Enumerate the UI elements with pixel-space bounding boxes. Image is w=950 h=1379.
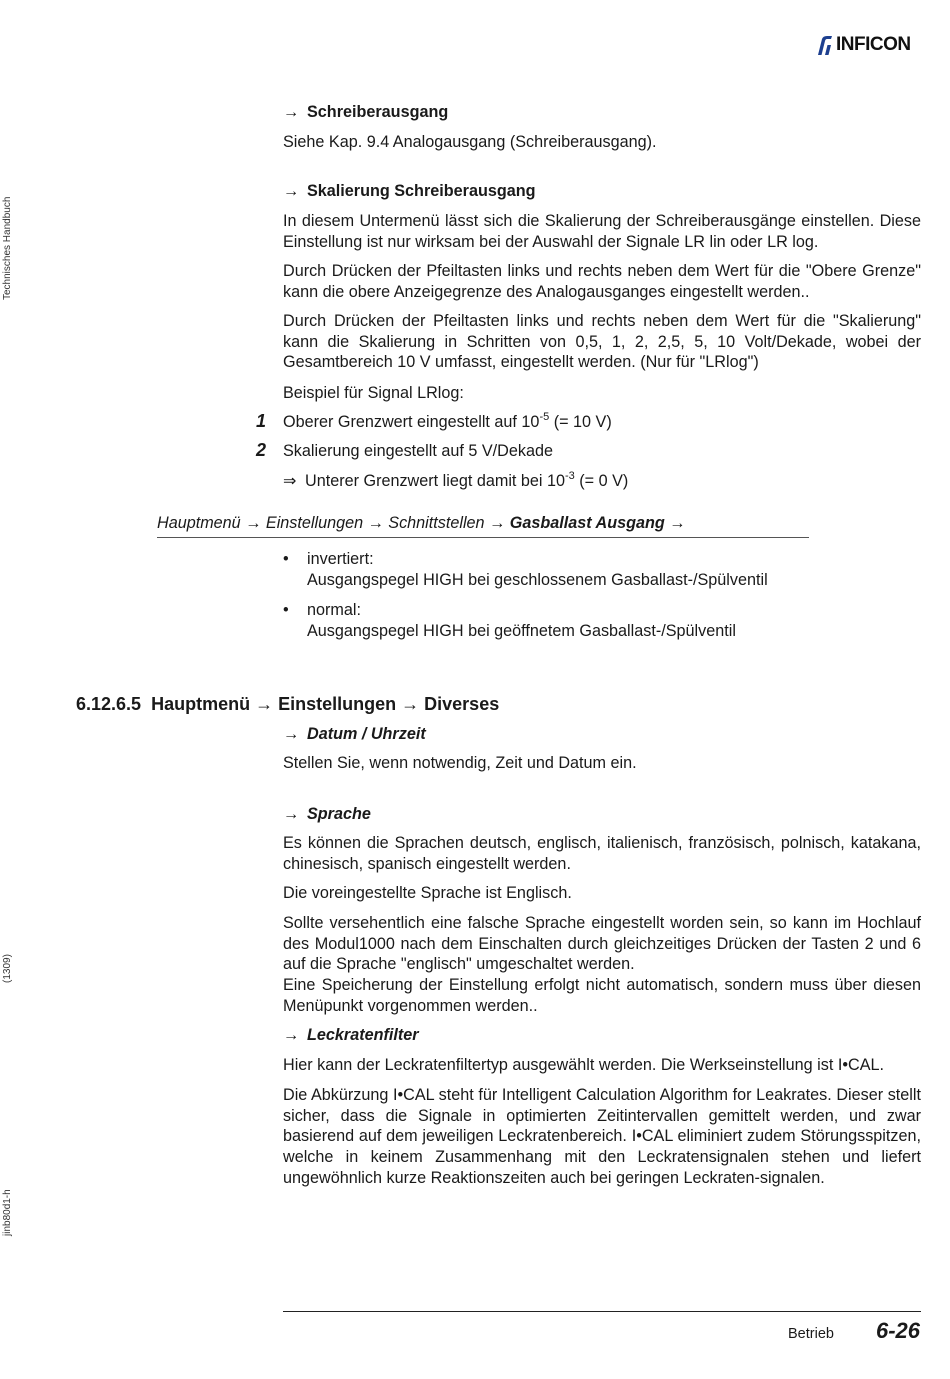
paragraph: In diesem Untermenü lässt sich die Skalierung der Schreiberausgänge einstellen. Diese Einstellung ist nur wirksam bei der Auswahl der Signale LR lin oder LR log. [283, 212, 921, 251]
sidebar-revision: (1309) [2, 954, 13, 983]
bullet-icon: • [283, 601, 289, 619]
paragraph: Die Abkürzung I•CAL steht für Intelligent Calculation Algorithm for Leakrates. Dieser stellt sicher, dass die Signale in optimierten Zeitintervallen gemittelt werden, und zwar basierend auf dem jeweiligen Leckratenbereich. I•CAL eliminiert zudem Störungsspitzen, welche in keinem Zusammenhang mit den Leckratensignalen stehen und liefert ungewöhnlich kurze Reaktionszeiten auch bei geringen Leckraten-signalen. [283, 1086, 921, 1187]
implies-icon: ⇒ [283, 472, 297, 490]
result-text: ⇒ Unterer Grenzwert liegt damit bei $10^{-3}$ (= 0 V) [283, 469, 629, 490]
sidebar-manual-title: Technisches Handbuch [2, 196, 13, 300]
bullet-icon: • [283, 550, 289, 568]
sidebar-doc-code: jinb80d1-h [2, 1189, 13, 1236]
step-number: 2 [256, 440, 267, 460]
footer-chapter: Betrieb [788, 1326, 834, 1342]
arrow-icon: → [489, 514, 506, 532]
heading-skalierung: → Skalierung Schreiberausgang [283, 182, 536, 200]
list-item: invertiert: Ausgangspegel HIGH bei geschlossenem Gasballast-/Spülventil [307, 550, 768, 589]
section-heading: 6.12.6.5 Hauptmenü → Einstellungen → Diverses [76, 694, 500, 714]
brand-name: INFICON [836, 34, 911, 55]
arrow-icon: → [367, 514, 384, 532]
paragraph: Beispiel für Signal LRlog: [283, 384, 464, 402]
arrow-icon: → [255, 694, 274, 714]
heading-sprache: → Sprache [283, 805, 371, 823]
heading-schreiberausgang: → Schreiberausgang [283, 103, 449, 121]
list-item: normal: Ausgangspegel HIGH bei geöffnetem Gasballast-/Spülventil [307, 601, 736, 640]
arrow-icon: → [245, 514, 262, 532]
arrow-icon: → [669, 514, 686, 532]
arrow-icon: → [283, 805, 300, 823]
inficon-logo [816, 30, 926, 58]
arrow-icon: → [401, 694, 420, 714]
inficon-logo-icon [816, 35, 834, 57]
arrow-icon: → [283, 182, 300, 200]
paragraph: Es können die Sprachen deutsch, englisch, italienisch, französisch, polnisch, katakana, chinesisch, spanisch eingestellt werden. [283, 834, 921, 873]
paragraph: Sollte versehentlich eine falsche Sprache eingestellt worden sein, so kann im Hochlauf des Modul1000 nach dem Einschalten durch gleichzeitiges Drücken der Tasten 2 und 6 auf die Sprache "englisch" umgeschaltet werden. [283, 914, 921, 974]
arrow-icon: → [283, 1026, 300, 1044]
paragraph: Durch Drücken der Pfeiltasten links und rechts neben dem Wert für die "Skalierung" kann die Skalierung in Schritten von 0,5, 1, 2, 2,5, 5, 10 Volt/Dekade, wobei der Gesamtbereich 10 V umfasst, eingestellt werden. (Nur für "LRlog") [283, 312, 921, 372]
step-text: Oberer Grenzwert eingestellt auf $10^{-5}$ (= 10 V) [283, 410, 612, 431]
paragraph: Durch Drücken der Pfeiltasten links und rechts neben dem Wert für die "Obere Grenze" kann die obere Anzeigegrenze des Analogausganges eingestellt werden.. [283, 262, 921, 301]
paragraph: Hier kann der Leckratenfiltertyp ausgewählt werden. Die Werkseinstellung ist I•CAL. [283, 1056, 884, 1074]
paragraph: Die voreingestellte Sprache ist Englisch. [283, 884, 572, 902]
heading-leckratenfilter: → Leckratenfilter [283, 1026, 419, 1044]
menu-path-gasballast: Hauptmenü → Einstellungen → Schnittstellen → Gasballast Ausgang → [157, 512, 809, 538]
arrow-icon: → [283, 725, 300, 743]
heading-datum: → Datum / Uhrzeit [283, 725, 426, 743]
step-number: 1 [256, 411, 267, 431]
step-text: Skalierung eingestellt auf 5 V/Dekade [283, 442, 553, 460]
page-number: 6-26 [876, 1318, 921, 1343]
paragraph: Eine Speicherung der Einstellung erfolgt nicht automatisch, sondern muss über diesen Menüpunkt vorgenommen werden.. [283, 976, 921, 1015]
paragraph: Stellen Sie, wenn notwendig, Zeit und Datum ein. [283, 754, 637, 772]
footer-divider [283, 1311, 921, 1312]
arrow-icon: → [283, 103, 300, 121]
paragraph: Siehe Kap. 9.4 Analogausgang (Schreiberausgang). [283, 133, 657, 151]
